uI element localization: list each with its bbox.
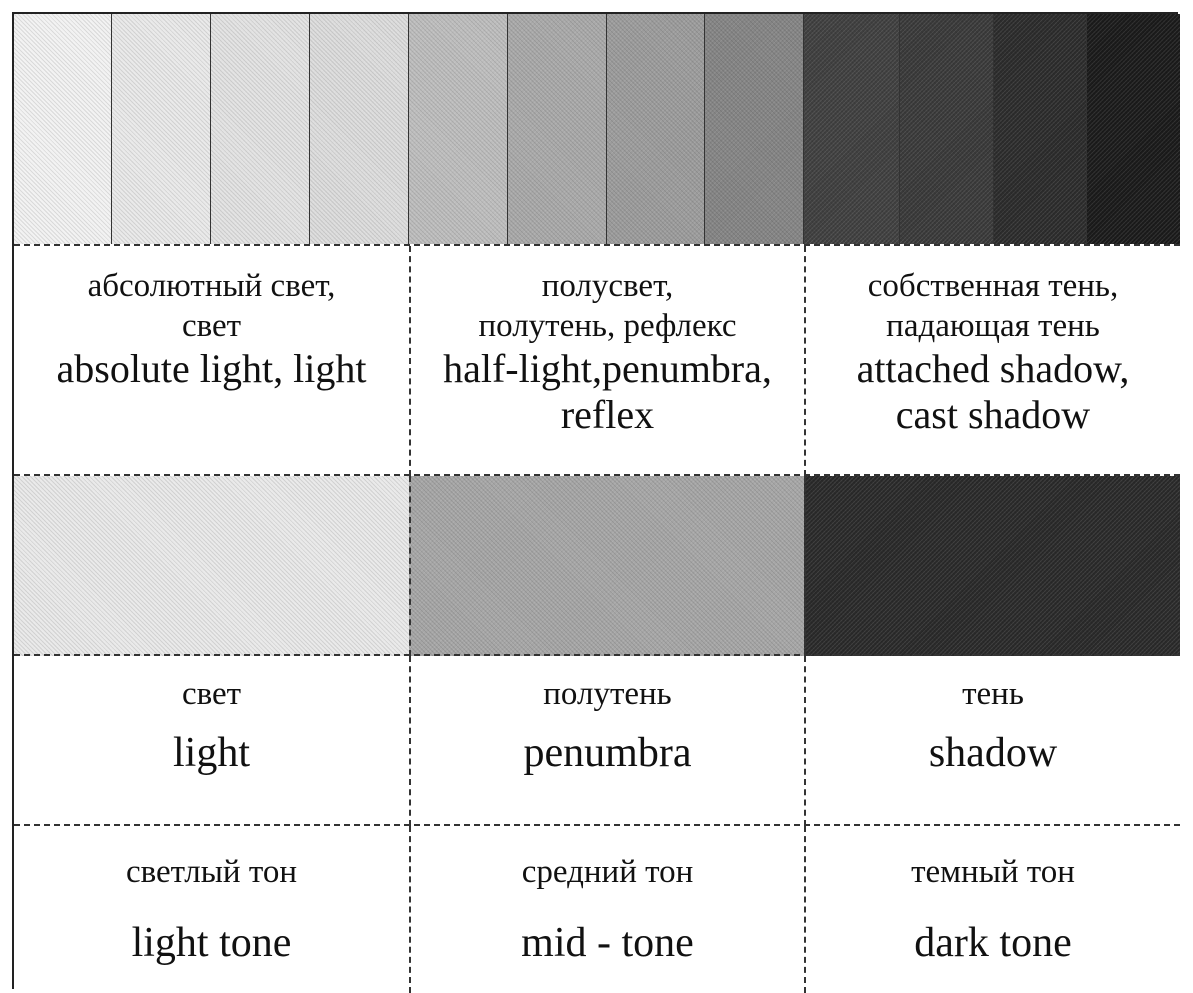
light-zone-ru-line-2: свет: [181, 308, 242, 344]
mid-tone-swatch: [409, 476, 804, 656]
light-term: [14, 656, 409, 826]
dark-tone-name-ru: темный тон: [911, 854, 1075, 890]
light-tone-name-en: light tone: [131, 920, 292, 966]
zone-labels-row: [14, 244, 1180, 476]
value-step-7: [607, 14, 705, 244]
half-zone-label: [409, 246, 804, 476]
mid-tone-name-en: mid - tone: [521, 920, 694, 966]
light-tone-name: [14, 826, 409, 993]
tone-names-row: [14, 824, 1180, 993]
light-tone-swatch: [14, 476, 409, 656]
dark-tone-name-en: dark tone: [914, 920, 1072, 966]
value-step-9: [804, 14, 900, 244]
light-zone-ru-line-1: абсолютный свет,: [87, 268, 336, 304]
dark-zone-en-line-2: cast shadow: [895, 392, 1091, 437]
value-step-6: [508, 14, 607, 244]
dark-tone-name: [804, 826, 1180, 993]
half-zone-en-line-2: reflex: [560, 392, 655, 437]
half-zone-ru-line-2: полутень, рефлекс: [478, 308, 737, 344]
mid-tone-name-ru: средний тон: [521, 854, 694, 890]
light-term-en: light: [172, 730, 250, 776]
value-scale-strip: [14, 14, 1180, 244]
mid-tone-name: [409, 826, 804, 993]
value-step-4: [310, 14, 409, 244]
value-step-11: [994, 14, 1087, 244]
value-step-5: [409, 14, 508, 244]
value-step-12: [1087, 14, 1180, 244]
dark-term-ru: тень: [962, 676, 1024, 712]
value-step-8: [705, 14, 804, 244]
value-step-1: [14, 14, 112, 244]
dark-zone-ru-line-2: падающая тень: [886, 308, 1100, 344]
light-zone-en-line-1: absolute light, light: [56, 346, 367, 391]
mid-term-ru: полутень: [543, 676, 672, 712]
dark-term-en: shadow: [928, 730, 1058, 776]
dark-tone-swatch: [804, 476, 1180, 656]
tone-swatches-row: [14, 474, 1180, 656]
mid-term: [409, 656, 804, 826]
value-step-10: [900, 14, 994, 244]
simple-terms-row: [14, 654, 1180, 826]
mid-term-en: penumbra: [523, 730, 692, 776]
half-zone-ru-line-1: полусвет,: [541, 268, 674, 304]
dark-zone-en-line-1: attached shadow,: [856, 346, 1130, 391]
dark-zone-ru-line-1: собственная тень,: [867, 268, 1119, 304]
light-zone-label: [14, 246, 409, 476]
dark-zone-label: [804, 246, 1180, 476]
light-tone-name-ru: светлый тон: [126, 854, 297, 890]
light-term-ru: свет: [181, 676, 242, 712]
half-zone-en-line-1: half-light,penumbra,: [443, 346, 772, 391]
value-step-3: [211, 14, 310, 244]
tone-scale-table: [12, 12, 1178, 989]
dark-term: [804, 656, 1180, 826]
value-step-2: [112, 14, 211, 244]
